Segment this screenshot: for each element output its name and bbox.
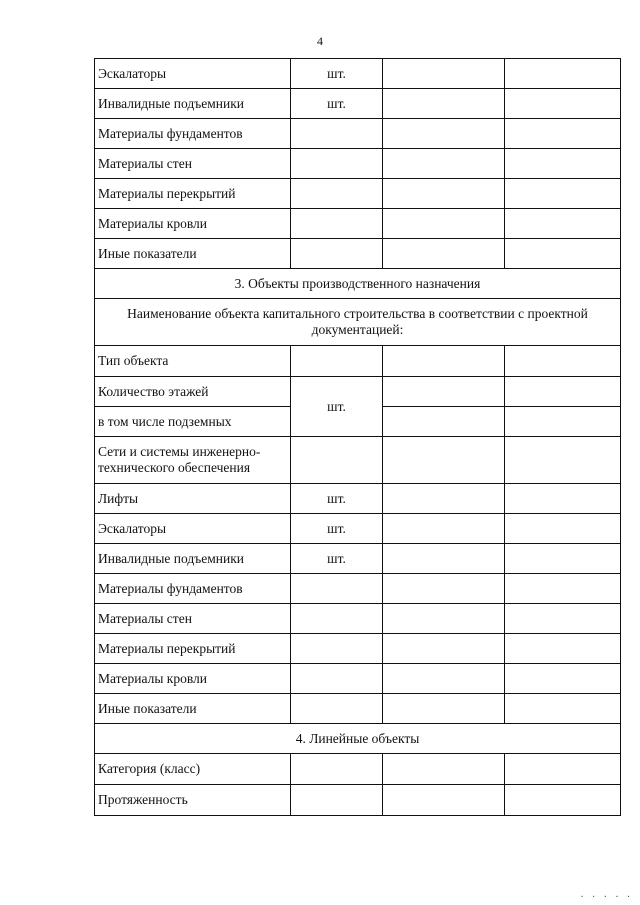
table-row	[95, 634, 621, 664]
value-cell[interactable]	[505, 407, 621, 437]
table-row	[95, 239, 621, 269]
table-row	[95, 574, 621, 604]
row-label-object-type: Тип объекта	[95, 346, 291, 377]
table-row	[95, 89, 621, 119]
row-label-invalid-lifts: Инвалидные подъемники	[95, 544, 291, 574]
row-label-other: Иные показатели	[95, 694, 291, 724]
value-cell[interactable]	[505, 377, 621, 407]
row-label-walls: Материалы стен	[95, 604, 291, 634]
table-row	[95, 209, 621, 239]
value-cell[interactable]	[505, 544, 621, 574]
section-heading-3: 3. Объекты производственного назначения	[95, 269, 621, 299]
value-cell[interactable]	[383, 754, 505, 785]
unit-cell[interactable]	[291, 604, 383, 634]
row-label-invalid-lifts: Инвалидные подъемники	[95, 89, 291, 119]
row-label-length: Протяженность	[95, 785, 291, 816]
table-row	[95, 664, 621, 694]
value-cell[interactable]	[505, 664, 621, 694]
unit-cell[interactable]	[291, 119, 383, 149]
row-label-foundation: Материалы фундаментов	[95, 119, 291, 149]
unit-cell[interactable]	[291, 437, 383, 484]
value-cell[interactable]	[505, 149, 621, 179]
unit-cell: шт.	[291, 484, 383, 514]
value-cell[interactable]	[505, 59, 621, 89]
value-cell[interactable]	[383, 119, 505, 149]
section-row	[95, 724, 621, 754]
value-cell[interactable]	[505, 785, 621, 816]
value-cell[interactable]	[505, 574, 621, 604]
section-heading-4: 4. Линейные объекты	[95, 724, 621, 754]
row-label-foundation: Материалы фундаментов	[95, 574, 291, 604]
value-cell[interactable]	[505, 604, 621, 634]
value-cell[interactable]	[383, 59, 505, 89]
value-cell[interactable]	[383, 149, 505, 179]
row-label-floors-count: Количество этажей	[95, 377, 291, 407]
unit-cell: шт.	[291, 514, 383, 544]
scan-marks: . . . . .	[579, 890, 632, 899]
table-row	[95, 785, 621, 816]
unit-cell[interactable]	[291, 574, 383, 604]
value-cell[interactable]	[383, 346, 505, 377]
value-cell[interactable]	[383, 209, 505, 239]
value-cell[interactable]	[383, 544, 505, 574]
value-cell[interactable]	[383, 437, 505, 484]
table-row	[95, 604, 621, 634]
unit-cell[interactable]	[291, 239, 383, 269]
table-row	[95, 484, 621, 514]
unit-cell[interactable]	[291, 785, 383, 816]
value-cell[interactable]	[383, 574, 505, 604]
table-row	[95, 149, 621, 179]
value-cell[interactable]	[383, 634, 505, 664]
section-row	[95, 269, 621, 299]
value-cell[interactable]	[505, 634, 621, 664]
row-label-walls: Материалы стен	[95, 149, 291, 179]
row-label-roof: Материалы кровли	[95, 209, 291, 239]
table-row	[95, 694, 621, 724]
value-cell[interactable]	[383, 514, 505, 544]
row-label-category: Категория (класс)	[95, 754, 291, 785]
value-cell[interactable]	[383, 377, 505, 407]
value-cell[interactable]	[505, 209, 621, 239]
value-cell[interactable]	[505, 179, 621, 209]
table-row	[95, 437, 621, 484]
table-row	[95, 119, 621, 149]
row-label-other: Иные показатели	[95, 239, 291, 269]
value-cell[interactable]	[505, 119, 621, 149]
value-cell[interactable]	[505, 484, 621, 514]
unit-cell: шт.	[291, 59, 383, 89]
table-row	[95, 179, 621, 209]
table-row	[95, 59, 621, 89]
unit-cell: шт.	[291, 89, 383, 119]
value-cell[interactable]	[383, 785, 505, 816]
table-row	[95, 377, 621, 407]
unit-cell[interactable]	[291, 754, 383, 785]
value-cell[interactable]	[505, 239, 621, 269]
table-row	[95, 346, 621, 377]
value-cell[interactable]	[505, 89, 621, 119]
row-label-floors: Материалы перекрытий	[95, 179, 291, 209]
value-cell[interactable]	[383, 179, 505, 209]
unit-cell[interactable]	[291, 664, 383, 694]
value-cell[interactable]	[505, 437, 621, 484]
value-cell[interactable]	[505, 754, 621, 785]
unit-cell[interactable]	[291, 694, 383, 724]
row-label-escalators: Эскалаторы	[95, 514, 291, 544]
unit-cell[interactable]	[291, 149, 383, 179]
row-label-underground: в том числе подземных	[95, 407, 291, 437]
row-label-lifts: Лифты	[95, 484, 291, 514]
table-row	[95, 754, 621, 785]
value-cell[interactable]	[383, 89, 505, 119]
row-label-roof: Материалы кровли	[95, 664, 291, 694]
value-cell[interactable]	[383, 604, 505, 634]
row-label-floors: Материалы перекрытий	[95, 634, 291, 664]
row-label-networks: Сети и системы инженерно-технического обеспечения	[95, 437, 291, 484]
table-row	[95, 514, 621, 544]
value-cell[interactable]	[505, 514, 621, 544]
value-cell[interactable]	[505, 694, 621, 724]
value-cell[interactable]	[383, 694, 505, 724]
unit-cell[interactable]	[291, 346, 383, 377]
unit-cell[interactable]	[291, 179, 383, 209]
specification-table	[94, 58, 621, 816]
note-row	[95, 299, 621, 346]
row-label-escalators: Эскалаторы	[95, 59, 291, 89]
page-number: 4	[317, 34, 323, 48]
unit-cell[interactable]	[291, 634, 383, 664]
value-cell[interactable]	[383, 484, 505, 514]
value-cell[interactable]	[383, 664, 505, 694]
unit-cell[interactable]	[291, 209, 383, 239]
unit-cell: шт.	[291, 544, 383, 574]
value-cell[interactable]	[383, 239, 505, 269]
value-cell[interactable]	[383, 407, 505, 437]
object-name-note[interactable]: Наименование объекта капитального строительства в соответствии с проектной документацией:	[95, 299, 621, 346]
unit-cell: шт.	[291, 377, 383, 437]
value-cell[interactable]	[505, 346, 621, 377]
table-row	[95, 544, 621, 574]
